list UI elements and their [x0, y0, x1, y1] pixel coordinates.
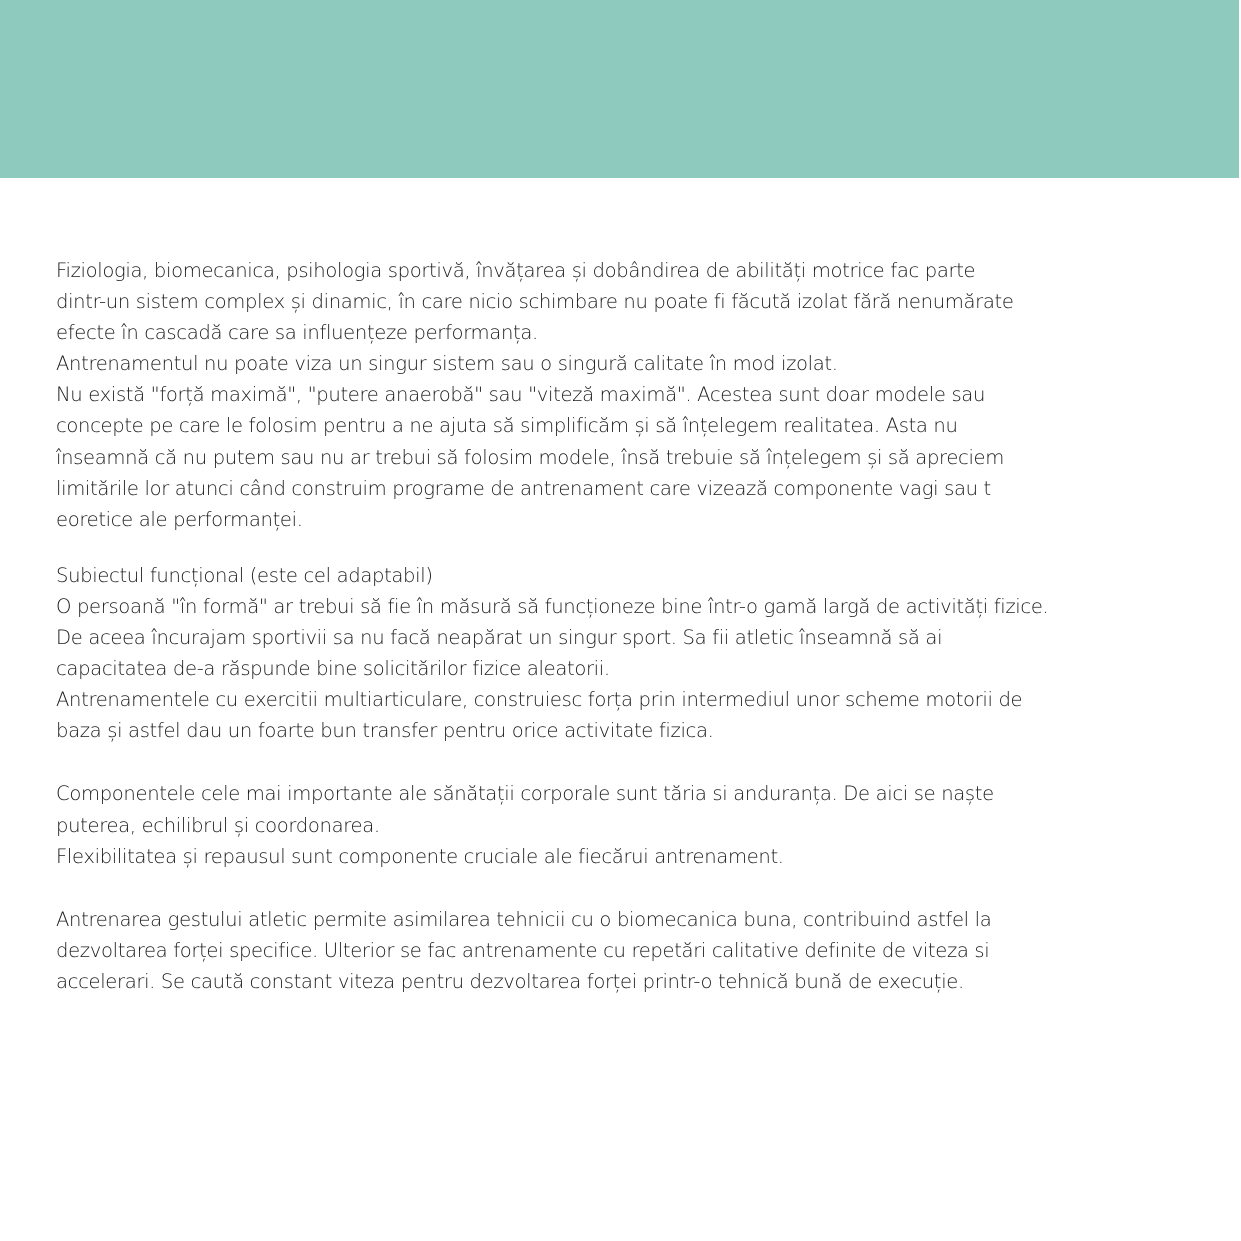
document-body — [56, 255, 1196, 997]
text-line: Antrenamentul nu poate viza un singur sistem sau o singură calitate în mod izolat. — [56, 352, 838, 376]
text-line: înseamnă că nu putem sau nu ar trebui să folosim modele, însă trebuie să înțelegem și să apreciem — [56, 445, 1004, 469]
paragraph-components — [56, 778, 1196, 871]
text-line: Flexibilitatea și repausul sunt componente cruciale ale fiecărui antrenament. — [56, 844, 784, 868]
text-line: Nu există "forță maximă", "putere anaerobă" sau "viteză maximă". Acestea sunt doar modele sau — [56, 383, 986, 407]
text-line: dintr-un sistem complex și dinamic, în care nicio schimbare nu poate fi făcută izolat fără nenumărate — [56, 290, 1014, 314]
text-line: accelerari. Se caută constant viteza pentru dezvoltarea forței printr-o tehnică bună de execuție. — [56, 969, 964, 993]
paragraph-functional-subject — [56, 560, 1196, 747]
text-line: efecte în cascadă care sa influențeze performanța. — [56, 321, 538, 345]
text-line: dezvoltarea forței specifice. Ulterior se fac antrenamente cu repetări calitative definite de viteza si — [56, 938, 990, 962]
paragraph-athletic-gesture — [56, 904, 1196, 997]
text-line: Componentele cele mai importante ale sănătații corporale sunt tăria si anduranța. De aici se naște — [56, 782, 994, 806]
text-line: eoretice ale performanței. — [56, 507, 303, 531]
text-line: O persoană "în formă" ar trebui să fie în măsură să funcționeze bine într-o gamă largă de activități fizice. — [56, 594, 1049, 618]
paragraph-intro — [56, 255, 1196, 535]
text-line: capacitatea de-a răspunde bine solicitărilor fizice aleatorii. — [56, 657, 610, 681]
text-line: Antrenarea gestului atletic permite asimilarea tehnicii cu o biomecanica buna, contribuind astfel la — [56, 907, 992, 931]
text-line: limitările lor atunci când construim programe de antrenament care vizează componente vagi sau t — [56, 476, 991, 500]
text-line: baza și astfel dau un foarte bun transfer pentru orice activitate fizica. — [56, 719, 714, 743]
section-heading: Subiectul funcțional (este cel adaptabil) — [56, 563, 433, 587]
text-line: puterea, echilibrul și coordonarea. — [56, 813, 380, 837]
text-line: Fiziologia, biomecanica, psihologia sportivă, învățarea și dobândirea de abilități motrice fac parte — [56, 259, 976, 282]
text-line: De aceea încurajam sportivii sa nu facă neapărat un singur sport. Sa fii atletic înseamnă să ai — [56, 626, 943, 650]
text-line: concepte pe care le folosim pentru a ne ajuta să simplificăm și să înțelegem realitatea. Asta nu — [56, 414, 958, 438]
header-banner — [0, 0, 1239, 178]
text-line: Antrenamentele cu exercitii multiarticulare, construiesc forța prin intermediul unor scheme motorii de — [56, 688, 1023, 712]
